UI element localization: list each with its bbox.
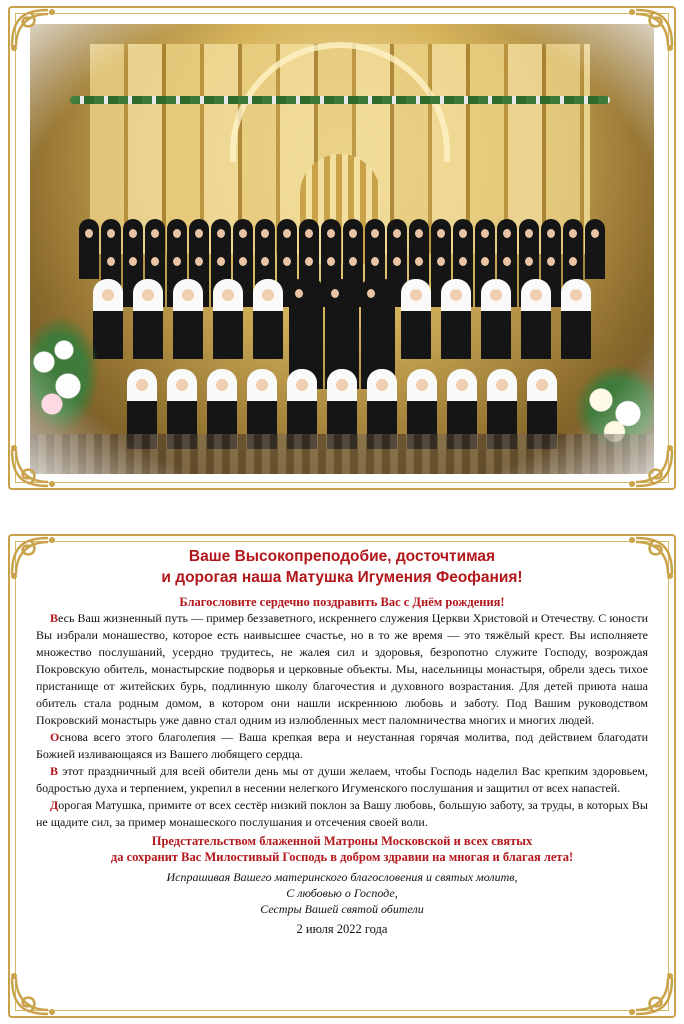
letter-body [36, 610, 648, 831]
ornament-corner-icon [8, 972, 68, 1018]
ornament-corner-icon [616, 972, 676, 1018]
paragraph-text: этот праздничный для всей обители день мы от души желаем, чтобы Господь наделил Вас крепким здоровьем, бодростью духа и терпением, укрепил в несении нелегкого Игуменского послушания и защитил от всех напастей. [36, 764, 648, 795]
drop-cap: В [50, 611, 59, 625]
letter-heading [36, 546, 648, 588]
signature-line-1: Испрашивая Вашего материнского благословения и святых молитв, [166, 870, 518, 884]
paragraph [36, 729, 648, 763]
paragraph [36, 610, 648, 729]
drop-cap: О [50, 730, 60, 744]
signature-line-2: С любовью о Господе, [286, 886, 398, 900]
blessing-closing [36, 833, 648, 865]
paragraph-text: снова всего этого благолепия — Ваша крепкая вера и неустанная горячая молитва, под действием благодати Божией изливающаяся из Вашего любящего сердца. [36, 730, 648, 761]
paragraph [36, 797, 648, 831]
closing-line-1: Предстательством блаженной Матроны Московской и всех святых [151, 834, 533, 848]
letter-frame [8, 534, 676, 1018]
group-photo [30, 24, 654, 474]
paragraph-text: есь Ваш жизненный путь — пример беззаветного, искреннего служения Церкви Христовой и Отечеству. С юности Вы избрали монашество, которое есть наивысшее счастье, но в то же время — это тяжёлый крест. Вы исполняете множество послушаний, усердно трудитесь, не жалея сил и здоровья, безропотно служите Господу, возрождая Покровскую обитель, монастырские подворья и церковные объекты. Мы, насельницы монастыря, обрели здесь тихое пристанище от житейских бурь, подлинную школу благочестия и духовного возрастания. Для детей приюта наша обитель стала родным домом, в котором они нашли искреннюю любовь и заботу. Под Вашим руководством Покровский монастырь уже давно стал одним из излюбленных мест паломничества многих и многих людей. [36, 611, 648, 727]
heading-line-2: и дорогая наша Матушка Игумения Феофания! [161, 569, 523, 586]
ornament-corner-icon [616, 444, 676, 490]
greeting-letter [36, 546, 648, 937]
ornament-corner-icon [8, 6, 68, 52]
drop-cap: В [50, 764, 59, 778]
ornament-corner-icon [8, 444, 68, 490]
letter-subheading: Благословите сердечно поздравить Вас с Днём рождения! [179, 595, 505, 609]
letter-date: 2 июля 2022 года [296, 922, 388, 936]
signature-line-3: Сестры Вашей святой обители [260, 902, 424, 916]
signature [36, 869, 648, 917]
people-group [60, 219, 624, 469]
closing-line-2: да сохранит Вас Милостивый Господь в добром здравии на многая и благая лета! [110, 850, 574, 864]
flowers-left [30, 314, 100, 434]
garland [70, 96, 610, 104]
heading-line-1: Ваше Высокопреподобие, досточтимая [188, 548, 496, 565]
photo-frame [8, 6, 676, 490]
drop-cap: Д [50, 798, 59, 812]
paragraph [36, 763, 648, 797]
ornament-corner-icon [616, 6, 676, 52]
carpet [30, 434, 654, 474]
paragraph-text: орогая Матушка, примите от всех сестёр низкий поклон за Вашу любовь, большую заботу, за труды, в которых Вы не щадите сил, за пример монашеского послушания и отсечения своей воли. [36, 798, 648, 829]
